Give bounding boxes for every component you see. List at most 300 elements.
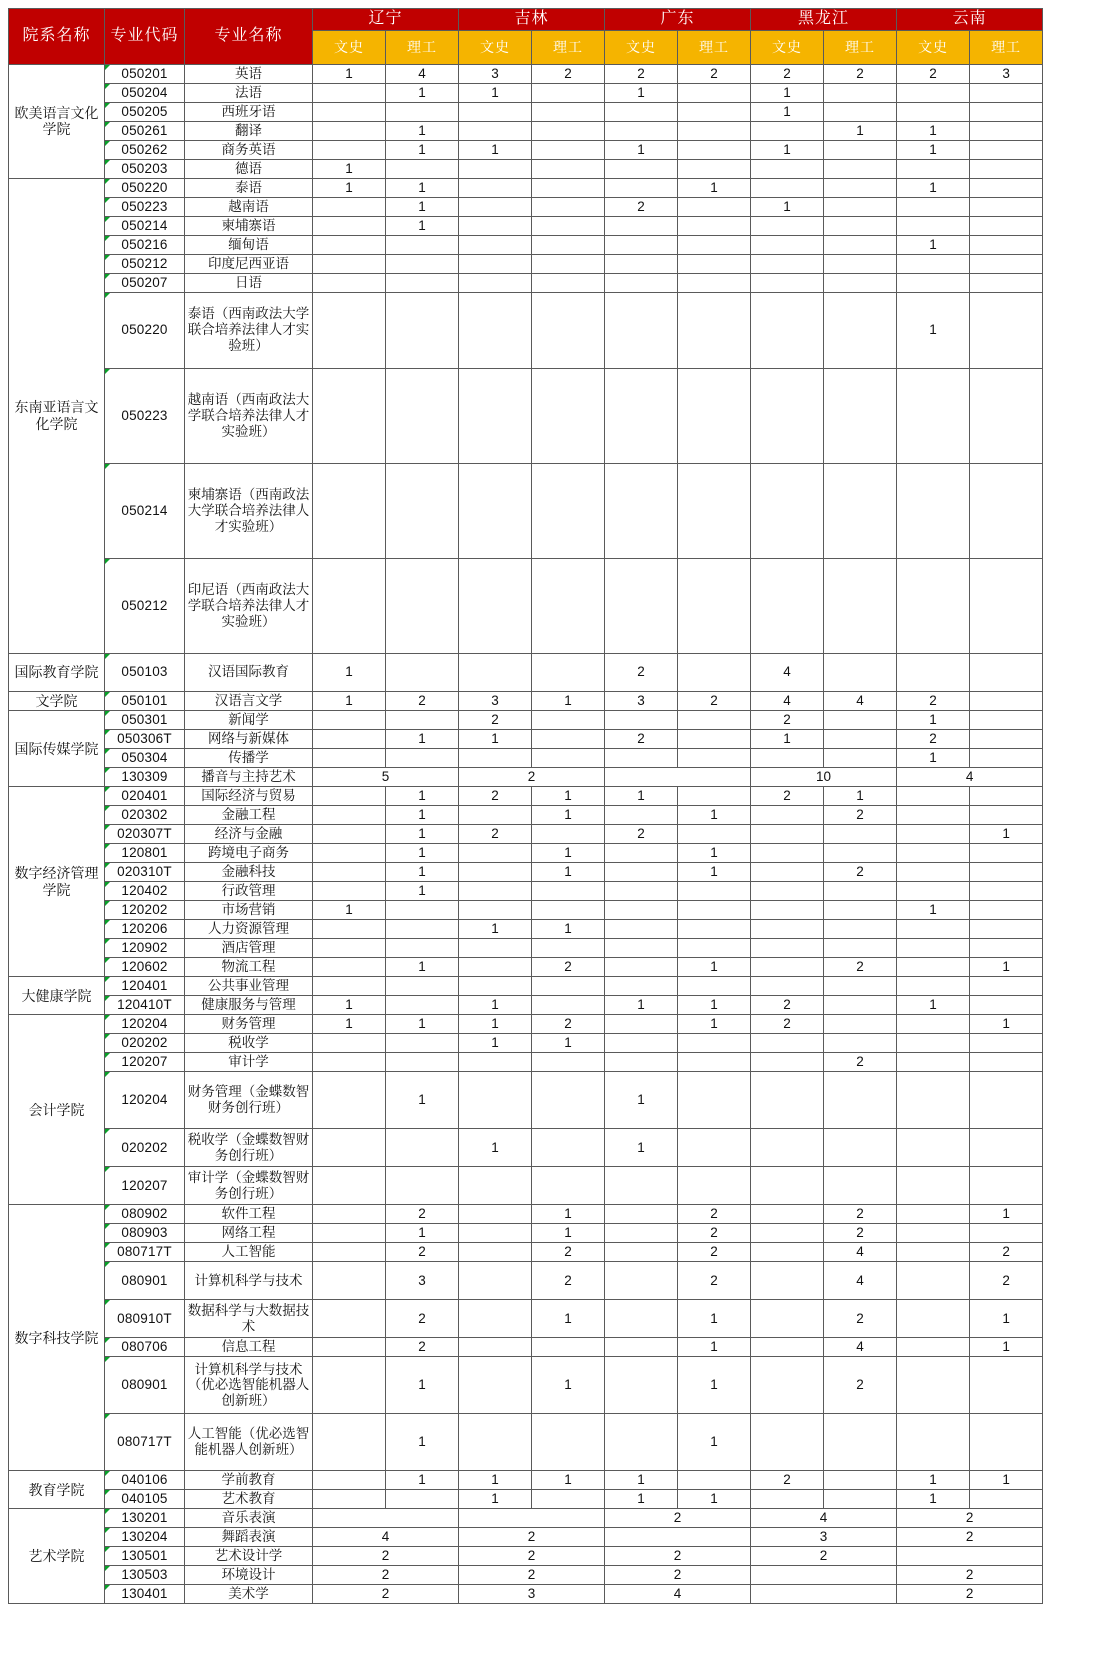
header-province-heilongjiang: 黑龙江 (751, 9, 897, 31)
major-code-cell: 050101 (105, 691, 185, 711)
quota-cell (751, 254, 824, 273)
quota-cell (897, 1262, 970, 1300)
major-name-cell: 人力资源管理 (185, 920, 313, 939)
quota-cell: 1 (678, 1490, 751, 1509)
quota-cell (751, 882, 824, 901)
quota-cell: 2 (605, 825, 678, 844)
quota-cell: 1 (605, 1129, 678, 1167)
header-subject-liaoning-ligong: 理工 (386, 30, 459, 64)
quota-cell: 1 (532, 863, 605, 882)
quota-cell (313, 711, 386, 730)
quota-cell (532, 882, 605, 901)
quota-cell (459, 292, 532, 368)
quota-cell (532, 1167, 605, 1205)
quota-cell: 1 (970, 1471, 1043, 1490)
table-row (9, 1167, 1043, 1205)
quota-cell: 2 (897, 64, 970, 83)
header-college: 院系名称 (9, 9, 105, 65)
quota-cell (751, 939, 824, 958)
quota-cell: 2 (970, 1262, 1043, 1300)
quota-cell (532, 216, 605, 235)
table-row (9, 558, 1043, 653)
quota-cell (751, 1167, 824, 1205)
quota-cell: 2 (532, 1243, 605, 1262)
quota-cell: 1 (459, 1129, 532, 1167)
quota-cell (751, 1262, 824, 1300)
quota-cell (532, 197, 605, 216)
header-province-guangdong: 广东 (605, 9, 751, 31)
table-row (9, 159, 1043, 178)
quota-cell (824, 1167, 897, 1205)
quota-cell: 4 (824, 1338, 897, 1357)
major-name-cell: 审计学（金蝶数智财务创行班） (185, 1167, 313, 1205)
quota-cell-merged: 4 (897, 768, 1043, 787)
quota-cell (970, 197, 1043, 216)
quota-cell: 1 (313, 1015, 386, 1034)
major-code-cell: 050204 (105, 83, 185, 102)
quota-cell (751, 1129, 824, 1167)
quota-cell (459, 1243, 532, 1262)
quota-cell (824, 140, 897, 159)
quota-cell (678, 102, 751, 121)
major-name-cell: 美术学 (185, 1585, 313, 1604)
quota-cell (532, 235, 605, 254)
quota-cell: 1 (532, 691, 605, 711)
quota-cell (386, 102, 459, 121)
quota-cell: 2 (678, 1262, 751, 1300)
table-row (9, 1471, 1043, 1490)
major-code-cell: 050103 (105, 653, 185, 691)
quota-cell-merged (751, 1566, 897, 1585)
table-row (9, 844, 1043, 863)
quota-cell (605, 901, 678, 920)
table-row (9, 996, 1043, 1015)
quota-cell (459, 958, 532, 977)
quota-cell (824, 939, 897, 958)
quota-cell-merged: 2 (459, 1566, 605, 1585)
quota-cell: 1 (897, 749, 970, 768)
major-code-cell: 050304 (105, 749, 185, 768)
quota-cell (605, 863, 678, 882)
quota-cell (386, 1167, 459, 1205)
quota-cell: 2 (751, 1015, 824, 1034)
quota-cell (313, 1224, 386, 1243)
enrollment-plan-table (8, 8, 1043, 1604)
quota-cell (678, 273, 751, 292)
quota-cell-merged: 10 (751, 768, 897, 787)
quota-cell-merged: 2 (313, 1585, 459, 1604)
major-name-cell: 汉语国际教育 (185, 653, 313, 691)
major-code-cell: 050223 (105, 197, 185, 216)
quota-cell (459, 1167, 532, 1205)
header-province-liaoning: 辽宁 (313, 9, 459, 31)
major-code-cell: 120206 (105, 920, 185, 939)
quota-cell (313, 83, 386, 102)
quota-cell-merged (313, 1509, 459, 1528)
quota-cell: 2 (532, 64, 605, 83)
quota-cell: 1 (386, 730, 459, 749)
quota-cell: 1 (459, 1471, 532, 1490)
quota-cell (459, 197, 532, 216)
quota-cell: 1 (459, 83, 532, 102)
quota-cell (824, 749, 897, 768)
quota-cell (386, 920, 459, 939)
quota-cell (751, 558, 824, 653)
quota-cell: 1 (386, 1471, 459, 1490)
quota-cell: 2 (678, 1224, 751, 1243)
quota-cell (897, 197, 970, 216)
quota-cell (313, 825, 386, 844)
quota-cell (824, 730, 897, 749)
quota-cell (824, 1072, 897, 1129)
quota-cell (313, 102, 386, 121)
quota-cell: 1 (605, 1471, 678, 1490)
quota-cell (605, 1053, 678, 1072)
quota-cell: 1 (751, 83, 824, 102)
major-name-cell: 公共事业管理 (185, 977, 313, 996)
quota-cell-merged: 4 (313, 1528, 459, 1547)
quota-cell (459, 939, 532, 958)
major-code-cell: 120207 (105, 1053, 185, 1072)
major-name-cell: 信息工程 (185, 1338, 313, 1357)
quota-cell (532, 273, 605, 292)
quota-cell (678, 1034, 751, 1053)
quota-cell (897, 1129, 970, 1167)
quota-cell (459, 463, 532, 558)
quota-cell (313, 463, 386, 558)
quota-cell (605, 920, 678, 939)
quota-cell: 2 (824, 64, 897, 83)
quota-cell (824, 83, 897, 102)
quota-cell (313, 216, 386, 235)
table-row (9, 216, 1043, 235)
quota-cell (313, 1167, 386, 1205)
quota-cell (970, 121, 1043, 140)
quota-cell (751, 1300, 824, 1338)
quota-cell: 1 (897, 292, 970, 368)
quota-cell: 2 (459, 711, 532, 730)
quota-cell (532, 102, 605, 121)
quota-cell: 1 (678, 1338, 751, 1357)
major-code-cell: 050301 (105, 711, 185, 730)
quota-cell: 1 (532, 806, 605, 825)
quota-cell (532, 121, 605, 140)
major-code-cell: 020302 (105, 806, 185, 825)
major-name-cell: 国际经济与贸易 (185, 787, 313, 806)
quota-cell (605, 1034, 678, 1053)
major-name-cell: 金融科技 (185, 863, 313, 882)
major-name-cell: 法语 (185, 83, 313, 102)
major-name-cell: 印尼语（西南政法大学联合培养法律人才实验班） (185, 558, 313, 653)
table-row (9, 1053, 1043, 1072)
quota-cell (605, 749, 678, 768)
quota-cell (824, 368, 897, 463)
quota-cell: 1 (386, 863, 459, 882)
quota-cell (970, 83, 1043, 102)
major-name-cell: 行政管理 (185, 882, 313, 901)
table-row (9, 1129, 1043, 1167)
college-name-cell: 艺术学院 (9, 1509, 105, 1604)
quota-cell (751, 273, 824, 292)
quota-cell: 1 (824, 121, 897, 140)
quota-cell (897, 653, 970, 691)
quota-cell (605, 1357, 678, 1414)
quota-cell (751, 1243, 824, 1262)
quota-cell (897, 1338, 970, 1357)
quota-cell (970, 653, 1043, 691)
quota-cell (897, 273, 970, 292)
quota-cell (532, 1490, 605, 1509)
quota-cell (970, 178, 1043, 197)
quota-cell (532, 368, 605, 463)
quota-cell-merged: 2 (459, 1547, 605, 1566)
quota-cell (897, 1034, 970, 1053)
quota-cell (605, 368, 678, 463)
major-name-cell: 越南语（西南政法大学联合培养法律人才实验班） (185, 368, 313, 463)
table-row (9, 863, 1043, 882)
quota-cell (313, 140, 386, 159)
quota-cell (751, 1034, 824, 1053)
quota-cell: 2 (824, 1357, 897, 1414)
quota-cell (897, 1357, 970, 1414)
quota-cell (313, 920, 386, 939)
quota-cell (532, 1072, 605, 1129)
major-name-cell: 艺术设计学 (185, 1547, 313, 1566)
major-name-cell: 印度尼西亚语 (185, 254, 313, 273)
quota-cell (751, 901, 824, 920)
quota-cell: 1 (313, 159, 386, 178)
quota-cell (970, 711, 1043, 730)
quota-cell: 2 (678, 1205, 751, 1224)
major-code-cell: 120202 (105, 901, 185, 920)
quota-cell (897, 1072, 970, 1129)
major-name-cell: 翻译 (185, 121, 313, 140)
major-code-cell: 050306T (105, 730, 185, 749)
quota-cell (678, 787, 751, 806)
quota-cell (897, 558, 970, 653)
table-row (9, 787, 1043, 806)
quota-cell (605, 292, 678, 368)
quota-cell (897, 825, 970, 844)
quota-cell (970, 1224, 1043, 1243)
major-code-cell: 120204 (105, 1015, 185, 1034)
quota-cell: 1 (532, 1205, 605, 1224)
quota-cell: 1 (678, 806, 751, 825)
quota-cell (970, 749, 1043, 768)
major-name-cell: 商务英语 (185, 140, 313, 159)
quota-cell (313, 806, 386, 825)
major-code-cell: 040105 (105, 1490, 185, 1509)
quota-cell (824, 882, 897, 901)
header-subject-heilongjiang-wenshi: 文史 (751, 30, 824, 64)
quota-cell (751, 958, 824, 977)
major-name-cell: 财务管理（金蝶数智财务创行班） (185, 1072, 313, 1129)
table-row (9, 1490, 1043, 1509)
quota-cell (897, 958, 970, 977)
quota-cell (386, 901, 459, 920)
quota-cell: 2 (532, 1015, 605, 1034)
quota-cell (751, 1414, 824, 1471)
major-code-cell: 120410T (105, 996, 185, 1015)
quota-cell (824, 102, 897, 121)
quota-cell: 1 (386, 1224, 459, 1243)
quota-cell: 1 (970, 825, 1043, 844)
quota-cell (605, 1300, 678, 1338)
quota-cell: 2 (751, 1471, 824, 1490)
major-name-cell: 网络工程 (185, 1224, 313, 1243)
quota-cell: 2 (605, 197, 678, 216)
quota-cell (313, 844, 386, 863)
quota-cell (532, 1053, 605, 1072)
quota-cell: 1 (313, 901, 386, 920)
quota-cell: 1 (970, 958, 1043, 977)
quota-cell (605, 463, 678, 558)
quota-cell (897, 787, 970, 806)
major-name-cell: 音乐表演 (185, 1509, 313, 1528)
table-row (9, 825, 1043, 844)
quota-cell (824, 292, 897, 368)
table-row (9, 235, 1043, 254)
quota-cell (459, 178, 532, 197)
table-row (9, 1585, 1043, 1604)
quota-cell: 1 (386, 197, 459, 216)
quota-cell (678, 83, 751, 102)
quota-cell (459, 1205, 532, 1224)
quota-cell: 1 (459, 1015, 532, 1034)
major-name-cell: 汉语言文学 (185, 691, 313, 711)
quota-cell: 2 (824, 1224, 897, 1243)
quota-cell: 2 (386, 1338, 459, 1357)
quota-cell (605, 939, 678, 958)
quota-cell (605, 235, 678, 254)
quota-cell (313, 1205, 386, 1224)
quota-cell (824, 178, 897, 197)
quota-cell (459, 1262, 532, 1300)
quota-cell: 1 (313, 64, 386, 83)
major-name-cell: 人工智能 (185, 1243, 313, 1262)
quota-cell (459, 1053, 532, 1072)
quota-cell: 1 (970, 1205, 1043, 1224)
quota-cell: 1 (897, 121, 970, 140)
major-name-cell: 英语 (185, 64, 313, 83)
major-name-cell: 酒店管理 (185, 939, 313, 958)
header-subject-heilongjiang-ligong: 理工 (824, 30, 897, 64)
major-code-cell: 040106 (105, 1471, 185, 1490)
major-name-cell: 日语 (185, 273, 313, 292)
quota-cell (824, 844, 897, 863)
table-row (9, 1262, 1043, 1300)
quota-cell-merged (897, 1547, 1043, 1566)
quota-cell (459, 1414, 532, 1471)
table-row (9, 1015, 1043, 1034)
table-row (9, 292, 1043, 368)
quota-cell: 2 (532, 1262, 605, 1300)
major-name-cell: 物流工程 (185, 958, 313, 977)
quota-cell (897, 863, 970, 882)
college-name-cell: 欧美语言文化学院 (9, 64, 105, 178)
quota-cell (459, 102, 532, 121)
quota-cell (824, 235, 897, 254)
quota-cell (313, 1034, 386, 1053)
table-row (9, 920, 1043, 939)
header-subject-liaoning-wenshi: 文史 (313, 30, 386, 64)
major-name-cell: 市场营销 (185, 901, 313, 920)
major-name-cell: 学前教育 (185, 1471, 313, 1490)
quota-cell (459, 1224, 532, 1243)
major-code-cell: 080903 (105, 1224, 185, 1243)
quota-cell (678, 140, 751, 159)
quota-cell: 1 (459, 730, 532, 749)
quota-cell: 1 (313, 996, 386, 1015)
quota-cell: 1 (386, 1072, 459, 1129)
quota-cell (386, 939, 459, 958)
table-row (9, 83, 1043, 102)
major-code-cell: 050220 (105, 178, 185, 197)
header-province-jilin: 吉林 (459, 9, 605, 31)
quota-cell (751, 235, 824, 254)
quota-cell (678, 254, 751, 273)
quota-cell (897, 939, 970, 958)
quota-cell (313, 1357, 386, 1414)
quota-cell-merged: 2 (605, 1547, 751, 1566)
quota-cell: 1 (459, 140, 532, 159)
quota-cell (970, 1490, 1043, 1509)
quota-cell: 1 (751, 102, 824, 121)
major-code-cell: 020202 (105, 1034, 185, 1053)
quota-cell (751, 216, 824, 235)
major-name-cell: 泰语 (185, 178, 313, 197)
quota-cell (605, 1243, 678, 1262)
quota-cell (897, 102, 970, 121)
quota-cell (605, 711, 678, 730)
header-subject-yunnan-wenshi: 文史 (897, 30, 970, 64)
header-major-name: 专业名称 (185, 9, 313, 65)
quota-cell: 2 (678, 691, 751, 711)
quota-cell (532, 83, 605, 102)
quota-cell (532, 1129, 605, 1167)
header-major-code: 专业代码 (105, 9, 185, 65)
quota-cell (459, 558, 532, 653)
quota-cell: 4 (751, 691, 824, 711)
quota-cell: 2 (678, 64, 751, 83)
table-row (9, 140, 1043, 159)
quota-cell: 2 (751, 787, 824, 806)
quota-cell (970, 1129, 1043, 1167)
quota-cell: 2 (532, 958, 605, 977)
major-name-cell: 环境设计 (185, 1566, 313, 1585)
table-row (9, 711, 1043, 730)
quota-cell: 3 (459, 691, 532, 711)
major-name-cell: 艺术教育 (185, 1490, 313, 1509)
table-row (9, 1566, 1043, 1585)
major-code-cell: 050205 (105, 102, 185, 121)
quota-cell (313, 368, 386, 463)
quota-cell (970, 1034, 1043, 1053)
quota-cell (970, 140, 1043, 159)
quota-cell (532, 1414, 605, 1471)
quota-cell (605, 121, 678, 140)
table-row (9, 1414, 1043, 1471)
quota-cell (678, 1072, 751, 1129)
quota-cell (751, 1338, 824, 1357)
quota-cell (824, 1129, 897, 1167)
table-row (9, 806, 1043, 825)
quota-cell-merged (605, 1528, 751, 1547)
quota-cell (386, 558, 459, 653)
quota-cell (678, 920, 751, 939)
quota-cell (532, 558, 605, 653)
table-row (9, 1509, 1043, 1528)
